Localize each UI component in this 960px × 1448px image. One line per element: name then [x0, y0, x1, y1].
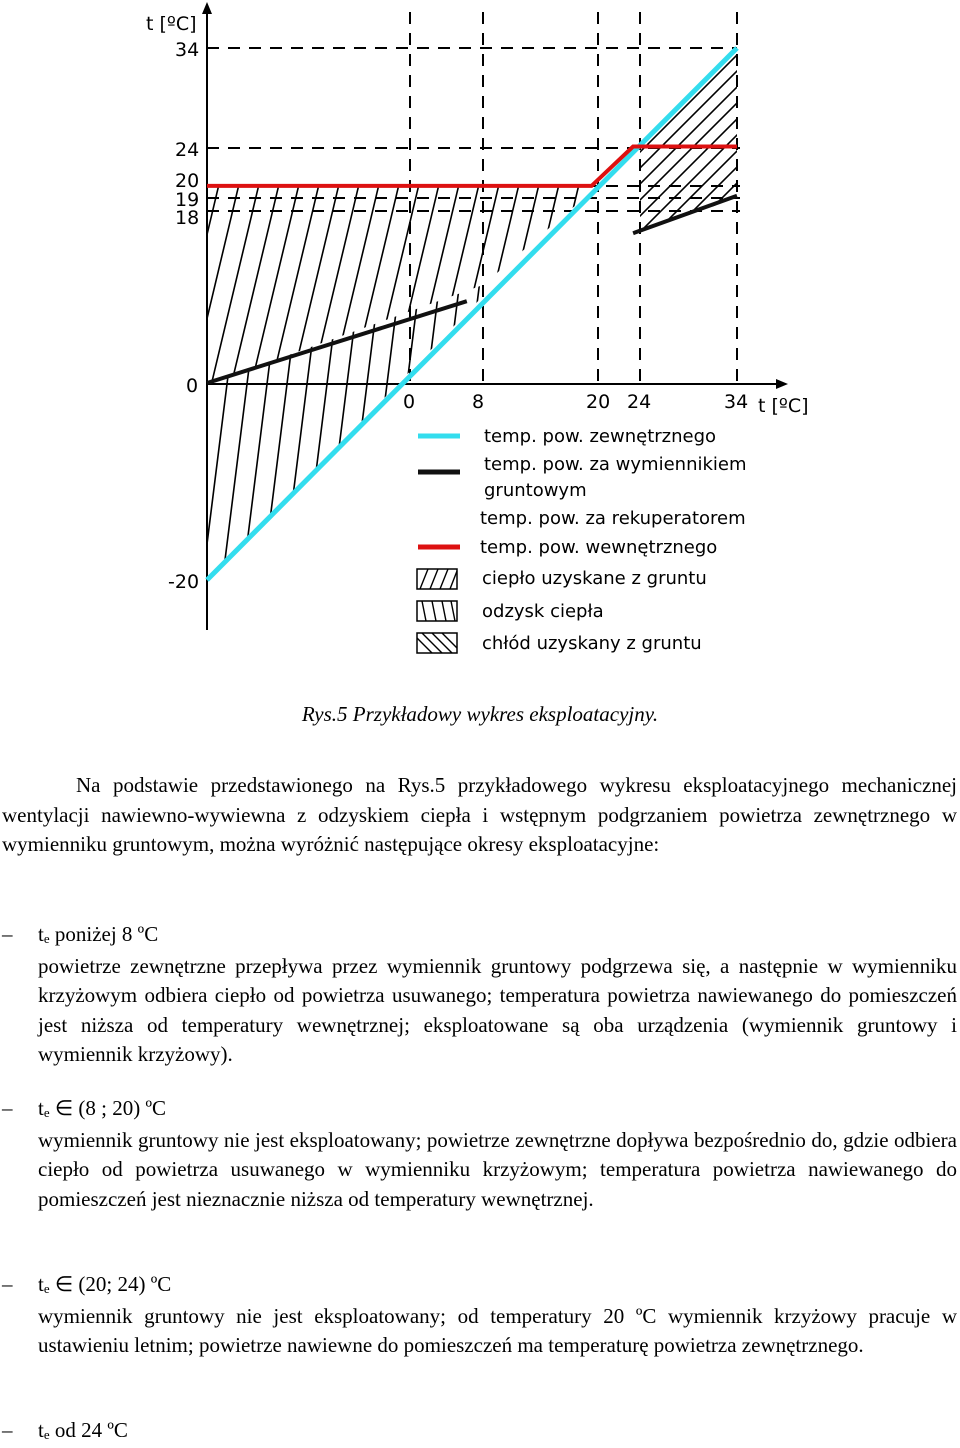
series-line-1: [207, 301, 467, 383]
y-tick-label: 34: [175, 39, 200, 61]
hatch-line: [120, 180, 220, 600]
y-tick-label: 19: [175, 189, 200, 211]
legend-label: odzysk ciepła: [482, 601, 604, 622]
y-tick-label: 24: [175, 139, 200, 161]
hatch-line: [260, 180, 360, 600]
list-item: [2, 1094, 957, 1214]
hatch-line: [140, 280, 180, 600]
hatch-line: [180, 280, 220, 600]
y-axis-label: t [ºC]: [146, 13, 197, 35]
hatch-line: [300, 280, 340, 600]
hatch-line: [696, 40, 896, 240]
hatch-line: [280, 280, 320, 600]
legend-hatch-forward: [417, 569, 457, 589]
list-dash: –: [2, 1096, 13, 1120]
legend-label: chłód uzyskany z gruntu: [482, 633, 702, 654]
list-item-text: wymiennik gruntowy nie jest eksploatowany; powietrze zewnętrzne dopływa bezpośrednio do, gdzie odbiera ciepło od powietrza usuwanego w wymienniku krzyżowym; temperatura powietrza nawiewanego do pomieszczeń jest nieznacznie niższa od temperatury wewnętrznej.: [38, 1127, 957, 1211]
x-tick-label: 24: [627, 391, 652, 413]
x-axis-label: t [ºC]: [758, 395, 809, 417]
list-item-text: wymiennik gruntowy nie jest eksploatowany; od temperatury 20 ºC wymiennik krzyżowy pracuje w ustawieniu letnim; powietrze nawiewne do pomieszczeń ma temperaturę powietrza zewnętrznego.: [38, 1303, 957, 1357]
list-item-condition: te ∈ (20; 24) ºC: [38, 1272, 172, 1296]
hatch-line: [648, 40, 848, 240]
hatch-line: [240, 180, 340, 600]
hatch-line: [712, 40, 912, 240]
series-line-2: [633, 196, 737, 233]
operating-chart: [0, 0, 960, 690]
hatch-line: [160, 280, 200, 600]
list-item: [2, 1416, 957, 1448]
y-tick-label: 18: [175, 207, 200, 229]
x-axis-arrow: [776, 379, 788, 389]
hatch-line: [220, 280, 260, 600]
series-line-0: [207, 48, 737, 580]
hatch-line: [80, 180, 180, 600]
hatch-line: [120, 280, 160, 600]
hatch-line: [60, 180, 160, 600]
legend: [417, 426, 747, 654]
list-item-condition: te ∈ (8 ; 20) ºC: [38, 1096, 167, 1120]
legend-label: ciepło uzyskane z gruntu: [482, 568, 707, 589]
x-tick-label: 34: [724, 391, 749, 413]
x-tick-label: 20: [586, 391, 611, 413]
list-dash: –: [2, 922, 13, 946]
legend-hatch-back: [417, 633, 457, 653]
legend-label: temp. pow. wewnętrznego: [480, 537, 718, 558]
gridlines: [207, 12, 740, 384]
hatch-line: [744, 40, 944, 240]
y-tick-label: 20: [175, 170, 200, 192]
hatch-line: [400, 280, 440, 600]
x-tick-label: 0: [403, 391, 416, 413]
list-item-condition: te poniżej 8 ºC: [38, 922, 159, 946]
hatch-line: [280, 180, 380, 600]
hatch-line: [728, 40, 928, 240]
hatch-line: [240, 280, 280, 600]
list-item-text: powietrze zewnętrzne przepływa przez wymiennik gruntowy podgrzewa się, a następnie w wymienniku krzyżowym odbiera ciepło od powietrza usuwanego; temperatura powietrza nawiewanego do pomieszczeń jest niższa od temperatury wewnętrznej; eksploatowane są oba urządzenia (wymiennik gruntowy i wymiennik krzyżowy).: [38, 953, 957, 1066]
y-tick-label: -20: [168, 571, 200, 593]
x-tick-label: 8: [472, 391, 485, 413]
hatch-line: [320, 180, 420, 600]
legend-label: temp. pow. zewnętrznego: [484, 426, 717, 447]
hatch-line: [260, 280, 300, 600]
legend-label: gruntowym: [484, 480, 587, 501]
figure-caption: Rys.5 Przykładowy wykres eksploatacyjny.: [301, 702, 659, 726]
hatch-line: [760, 40, 960, 240]
list-item: [2, 920, 957, 1070]
hatch-line: [160, 180, 260, 600]
list-dash: –: [2, 1418, 13, 1442]
hatch-line: [420, 280, 460, 600]
hatch-line: [220, 180, 320, 600]
hatch-line: [680, 40, 880, 240]
hatch-line: [100, 280, 140, 600]
list-item: [2, 1270, 957, 1361]
list-dash: –: [2, 1272, 13, 1296]
y-axis-arrow: [202, 2, 212, 14]
hatch-line: [100, 180, 200, 600]
legend-label: temp. pow. za rekuperatorem: [480, 508, 746, 529]
legend-hatch-steep: [417, 601, 457, 621]
list-item-condition: te od 24 ºC: [38, 1418, 128, 1442]
hatch-line: [300, 180, 400, 600]
legend-label: temp. pow. za wymiennikiem: [484, 454, 747, 475]
hatch-line: [320, 280, 360, 600]
hatch-line: [340, 180, 440, 600]
y-tick-label: 0: [186, 375, 199, 397]
intro-paragraph: Na podstawie przedstawionego na Rys.5 przykładowego wykresu eksploatacyjnego mechanicznej wentylacji nawiewno-wywiewna z odzyskiem ciepła i wstępnym podgrzaniem powietrza zewnętrznego w wymienniku gruntowym, można wyróżnić następujące okresy eksploatacyjne:: [2, 773, 957, 856]
